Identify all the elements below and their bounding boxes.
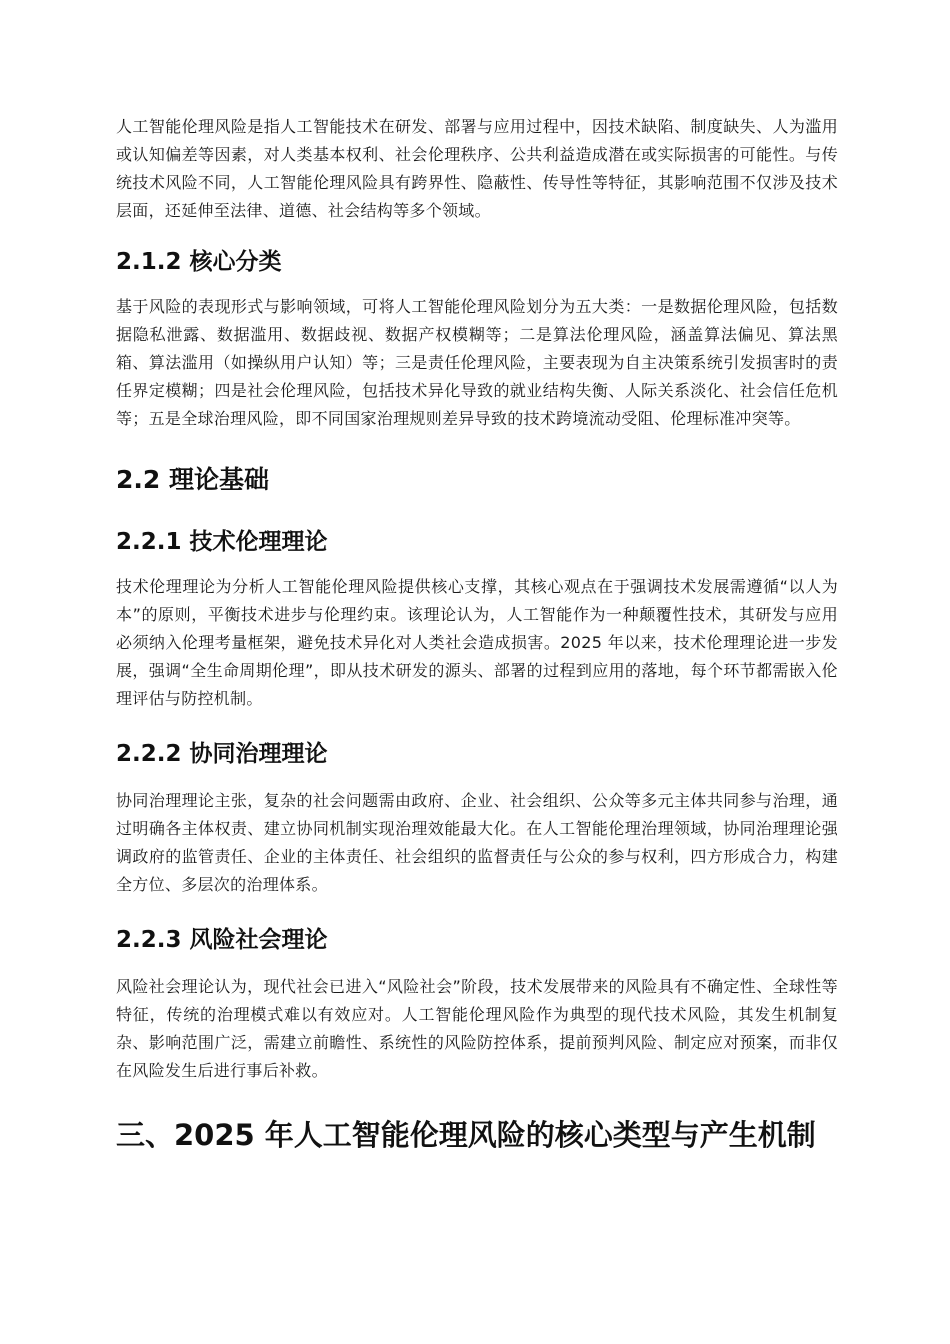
section-heading-2-2-3: 2.2.3 风险社会理论 [116, 927, 328, 953]
collab-governance-paragraph: 协同治理理论主张，复杂的社会问题需由政府、企业、社会组织、公众等多元主体共同参与治理，通过明确各主体权责、建立协同机制实现治理效能最大化。在人工智能伦理治理领域，协同治理理论强调政府的监管责任、企业的主体责任、社会组织的监督责任与公众的参与权利，四方形成合力，构建全方位、多层次的治理体系。 [116, 791, 838, 894]
section-heading-2-2: 2.2 理论基础 [116, 465, 269, 494]
section-heading-2-2-2: 2.2.2 协同治理理论 [116, 741, 328, 767]
section-heading-2-1-2: 2.1.2 核心分类 [116, 249, 282, 275]
chapter-heading-3: 三、2025 年人工智能伦理风险的核心类型与产生机制 [116, 1118, 816, 1152]
risk-society-paragraph: 风险社会理论认为，现代社会已进入“风险社会”阶段，技术发展带来的风险具有不确定性、全球性等特征，传统的治理模式难以有效应对。人工智能伦理风险作为典型的现代技术风险，其发生机制复杂、影响范围广泛，需建立前瞻性、系统性的风险防控体系，提前预判风险、制定应对预案，而非仅在风险发生后进行事后补救。 [116, 977, 838, 1080]
classification-paragraph: 基于风险的表现形式与影响领域，可将人工智能伦理风险划分为五大类：一是数据伦理风险，包括数据隐私泄露、数据滥用、数据歧视、数据产权模糊等；二是算法伦理风险，涵盖算法偏见、算法黑箱、算法滥用（如操纵用户认知）等；三是责任伦理风险，主要表现为自主决策系统引发损害时的责任界定模糊；四是社会伦理风险，包括技术异化导致的就业结构失衡、人际关系淡化、社会信任危机等；五是全球治理风险，即不同国家治理规则差异导致的技术跨境流动受阻、伦理标准冲突等。 [116, 297, 838, 428]
document-body [116, 113, 838, 1155]
intro-paragraph: 人工智能伦理风险是指人工智能技术在研发、部署与应用过程中，因技术缺陷、制度缺失、人为滥用或认知偏差等因素，对人类基本权利、社会伦理秩序、公共利益造成潜在或实际损害的可能性。与传统技术风险不同，人工智能伦理风险具有跨界性、隐蔽性、传导性等特征，其影响范围不仅涉及技术层面，还延伸至法律、道德、社会结构等多个领域。 [116, 117, 838, 220]
tech-ethics-paragraph: 技术伦理理论为分析人工智能伦理风险提供核心支撑，其核心观点在于强调技术发展需遵循“以人为本”的原则，平衡技术进步与伦理约束。该理论认为，人工智能作为一种颠覆性技术，其研发与应用必须纳入伦理考量框架，避免技术异化对人类社会造成损害。2025 年以来，技术伦理理论进一步发展，强调“全生命周期伦理”，即从技术研发的源头、部署的过程到应用的落地，每个环节都需嵌入伦理评估与防控机制。 [116, 577, 838, 708]
section-heading-2-2-1: 2.2.1 技术伦理理论 [116, 529, 328, 555]
